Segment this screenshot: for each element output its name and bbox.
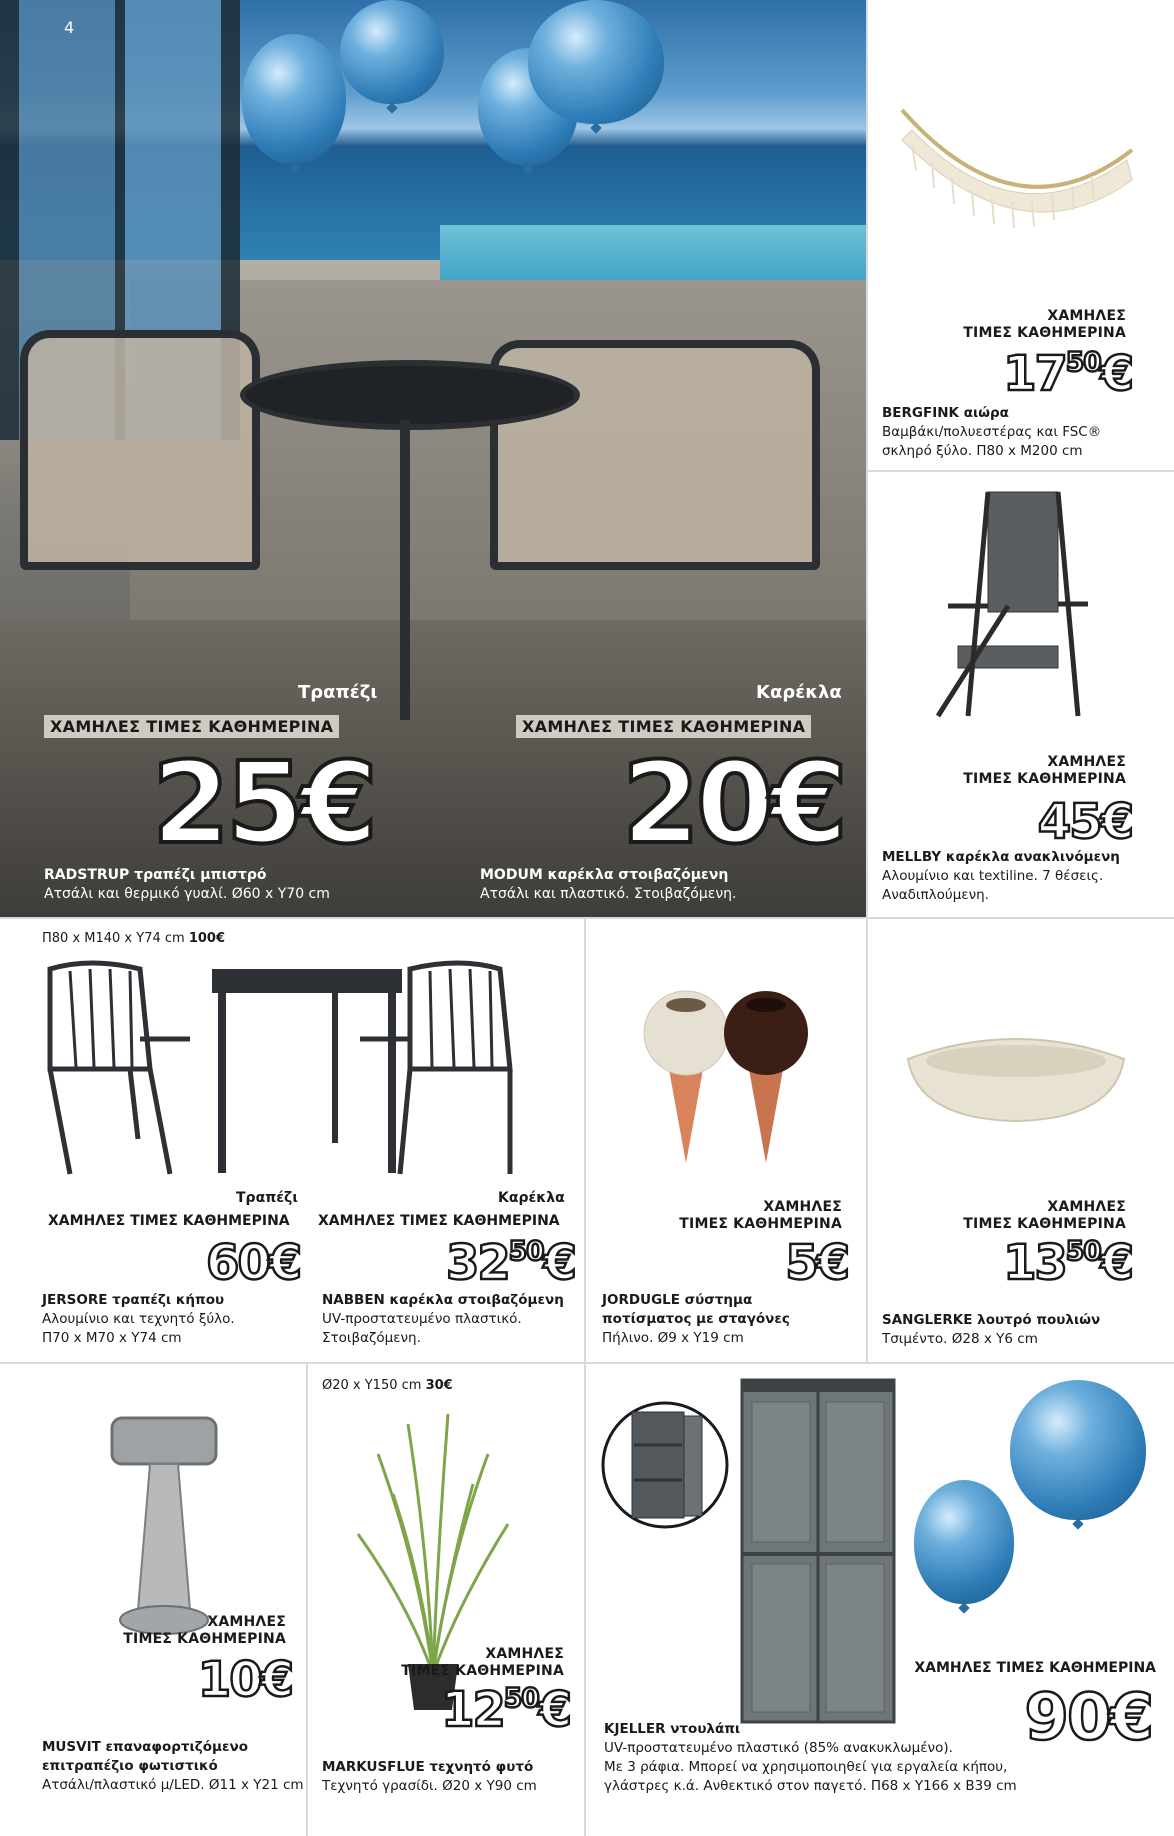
kjeller-price: 90€ [1024,1681,1152,1755]
musvit-price: 10€ [197,1652,292,1708]
musvit-label-line1: ΧΑΜΗΛΕΣ [207,1614,286,1630]
cabinet-detail-image [600,1400,730,1530]
hammock-price-cents: 50 [1065,347,1101,378]
jordugle-label-line2: ΤΙΜΕΣ ΚΑΘΗΜΕΡΙΝΑ [679,1215,842,1232]
hammock-cell [868,0,1174,470]
nabben-chair-name: NABBEN καρέκλα στοιβαζόμενη [322,1292,564,1308]
jersore-table-category: Τραπέζι [236,1190,298,1206]
recliner-chair-image [928,486,1098,726]
jersore-chair-low-price-label: ΧΑΜΗΛΕΣ ΤΙΜΕΣ ΚΑΘΗΜΕΡΙΝΑ [318,1213,560,1229]
jersore-table-name: JERSORE τραπέζι κήπου [42,1292,225,1308]
kjeller-details-line1: UV-προστατευμένο πλαστικό (85% ανακυκλωμένο). [604,1739,953,1756]
jordugle-cell [586,919,866,1362]
hammock-name: BERGFINK αιώρα [882,405,1009,421]
hammock-price [1003,346,1132,402]
hero-chair-name: MODUM καρέκλα στοιβαζόμενη [480,867,729,883]
kjeller-name: KJELLER ντουλάπι [604,1721,741,1737]
jersore-table-price: 60€ [206,1235,301,1291]
table-leg [400,420,410,720]
kjeller-cabinet-image [740,1378,896,1724]
jersore-chair-price-cents: 50 [508,1236,544,1267]
kjeller-low-price-label: ΧΑΜΗΛΕΣ ΤΙΜΕΣ ΚΑΘΗΜΕΡΙΝΑ [914,1660,1156,1676]
markusflue-label-line2: ΤΙΜΕΣ ΚΑΘΗΜΕΡΙΝΑ [401,1662,564,1679]
musvit-label-line2: ΤΙΜΕΣ ΚΑΘΗΜΕΡΙΝΑ [123,1630,286,1647]
hammock-price-main: 17 [1003,346,1066,402]
recliner-label-line1: ΧΑΜΗΛΕΣ [1047,754,1126,770]
balloon-icon [1010,1380,1146,1520]
balloon-icon [242,34,346,164]
musvit-name-line1: MUSVIT επαναφορτιζόμενο [42,1739,248,1755]
kjeller-cell [586,1364,1174,1836]
hammock-label-line1: ΧΑΜΗΛΕΣ [1047,308,1126,324]
recliner-label-line2: ΤΙΜΕΣ ΚΑΘΗΜΕΡΙΝΑ [963,770,1126,787]
hero-table-details: Ατσάλι και θερμικό γυαλί. Ø60 x Y70 cm [44,885,330,902]
pool-background [440,225,866,285]
musvit-low-price-label [123,1614,286,1648]
jersore-chair-price [446,1235,575,1291]
sanglerke-price-main: 13 [1003,1235,1066,1291]
sanglerke-price-cents: 50 [1065,1236,1101,1267]
jordugle-name-line1: JORDUGLE σύστημα [602,1292,753,1308]
markusflue-description [322,1758,537,1796]
jersore-set-cell [0,919,584,1362]
balloon-icon [528,0,664,124]
jersore-chair-category: Καρέκλα [498,1190,565,1206]
hero-chair-price: 20€ [622,739,844,869]
hero-table-caption [44,866,330,904]
musvit-cell [0,1364,306,1836]
recliner-name: MELLBY καρέκλα ανακλινόμενη [882,849,1120,865]
kjeller-description [604,1720,1017,1796]
jordugle-price: 5€ [785,1235,848,1291]
jordugle-low-price-label [679,1199,842,1233]
hero-table-low-price-label: ΧΑΜΗΛΕΣ ΤΙΜΕΣ ΚΑΘΗΜΕΡΙΝΑ [44,715,339,738]
hero-chair-category: Καρέκλα [756,682,842,703]
sanglerke-price [1003,1235,1132,1291]
musvit-details: Ατσάλι/πλαστικό μ/LED. Ø11 x Y21 cm [42,1776,304,1793]
markusflue-name: MARKUSFLUE τεχνητό φυτό [322,1759,534,1775]
balloon-icon [340,0,444,104]
markusflue-price-currency: € [538,1682,570,1738]
bird-bath-image [904,1029,1128,1129]
set-size-note [42,931,225,946]
hammock-image [882,90,1152,260]
sanglerke-price-currency: € [1100,1235,1132,1291]
markusflue-low-price-label [401,1646,564,1680]
sanglerke-cell [868,919,1174,1362]
hero-table-name: RADSTRUP τραπέζι μπιστρό [44,867,267,883]
table-lamp-image [108,1414,220,1644]
musvit-name-line2: επιτραπέζιο φωτιστικό [42,1757,218,1774]
sanglerke-details: Τσιμέντο. Ø28 x Y6 cm [882,1330,1038,1347]
hero-table-price: 25€ [152,739,374,869]
set-size: Π80 x M140 x Y74 cm [42,931,185,946]
recliner-low-price-label [963,754,1126,788]
jersore-set-image [40,959,580,1179]
jersore-table-description [42,1291,235,1348]
hammock-label-line2: ΤΙΜΕΣ ΚΑΘΗΜΕΡΙΝΑ [963,324,1126,341]
set-price: 100€ [188,931,226,946]
jersore-table-details-line2: Π70 x M70 x Y74 cm [42,1329,182,1346]
jersore-chair-price-main: 32 [446,1235,509,1291]
jordugle-details: Πήλινο. Ø9 x Y19 cm [602,1329,744,1346]
hero-table-category: Τραπέζι [298,682,378,703]
recliner-details-line2: Αναδιπλούμενη. [882,886,989,903]
hammock-details-line1: Βαμβάκι/πολυεστέρας και FSC® [882,423,1102,440]
sanglerke-low-price-label [963,1199,1126,1233]
sanglerke-name: SANGLERKE λουτρό πουλιών [882,1312,1101,1328]
markusflue-price [441,1682,570,1738]
jordugle-description [602,1291,790,1348]
page-number: 4 [64,18,75,37]
jordugle-name-line2: ποτίσματος με σταγόνες [602,1310,790,1327]
markusflue-details: Τεχνητό γρασίδι. Ø20 x Y90 cm [322,1777,537,1794]
nabben-chair-details-line1: UV-προστατευμένο πλαστικό. [322,1310,522,1327]
markusflue-size-note [322,1378,453,1393]
markusflue-large-price: 30€ [425,1378,453,1393]
markusflue-cell [308,1364,584,1836]
recliner-price: 45€ [1037,794,1132,850]
balloon-icon [914,1480,1014,1604]
hero-bistro-set [0,0,866,917]
jersore-table-details-line1: Αλουμίνιο και τεχνητό ξύλο. [42,1310,235,1327]
kjeller-details-line3: γλάστρες κ.ά. Ανθεκτικό στον παγετό. Π68 x Y166 x B39 cm [604,1777,1017,1794]
sanglerke-description [882,1311,1100,1349]
kjeller-details-line2: Με 3 ράφια. Μπορεί να χρησιμοποιηθεί για εργαλεία κήπου, [604,1758,1008,1775]
chair-image-left [20,330,260,570]
hammock-details-line2: σκληρό ξύλο. Π80 x M200 cm [882,442,1083,459]
recliner-description [882,848,1120,905]
musvit-description [42,1738,304,1795]
hero-chair-details: Ατσάλι και πλαστικό. Στοιβαζόμενη. [480,885,737,902]
hammock-price-currency: € [1100,346,1132,402]
recliner-details-line1: Αλουμίνιο και textiline. 7 θέσεις. [882,867,1104,884]
jersore-chair-price-currency: € [543,1235,575,1291]
hammock-description [882,404,1101,461]
bistro-table-image [240,360,580,430]
sanglerke-label-line1: ΧΑΜΗΛΕΣ [1047,1199,1126,1215]
markusflue-large-size: Ø20 x Y150 cm [322,1378,422,1393]
markusflue-price-main: 12 [441,1682,504,1738]
sanglerke-label-line2: ΤΙΜΕΣ ΚΑΘΗΜΕΡΙΝΑ [963,1215,1126,1232]
watering-spikes-image [636,983,826,1173]
recliner-cell [868,472,1174,917]
jordugle-label-line1: ΧΑΜΗΛΕΣ [763,1199,842,1215]
markusflue-price-cents: 50 [503,1683,539,1714]
hero-chair-low-price-label: ΧΑΜΗΛΕΣ ΤΙΜΕΣ ΚΑΘΗΜΕΡΙΝΑ [516,715,811,738]
hammock-low-price-label [963,308,1126,342]
markusflue-label-line1: ΧΑΜΗΛΕΣ [485,1646,564,1662]
jersore-table-low-price-label: ΧΑΜΗΛΕΣ ΤΙΜΕΣ ΚΑΘΗΜΕΡΙΝΑ [48,1213,290,1229]
jersore-chair-description [322,1291,564,1348]
nabben-chair-details-line2: Στοιβαζόμενη. [322,1329,421,1346]
hero-chair-caption [480,866,736,904]
